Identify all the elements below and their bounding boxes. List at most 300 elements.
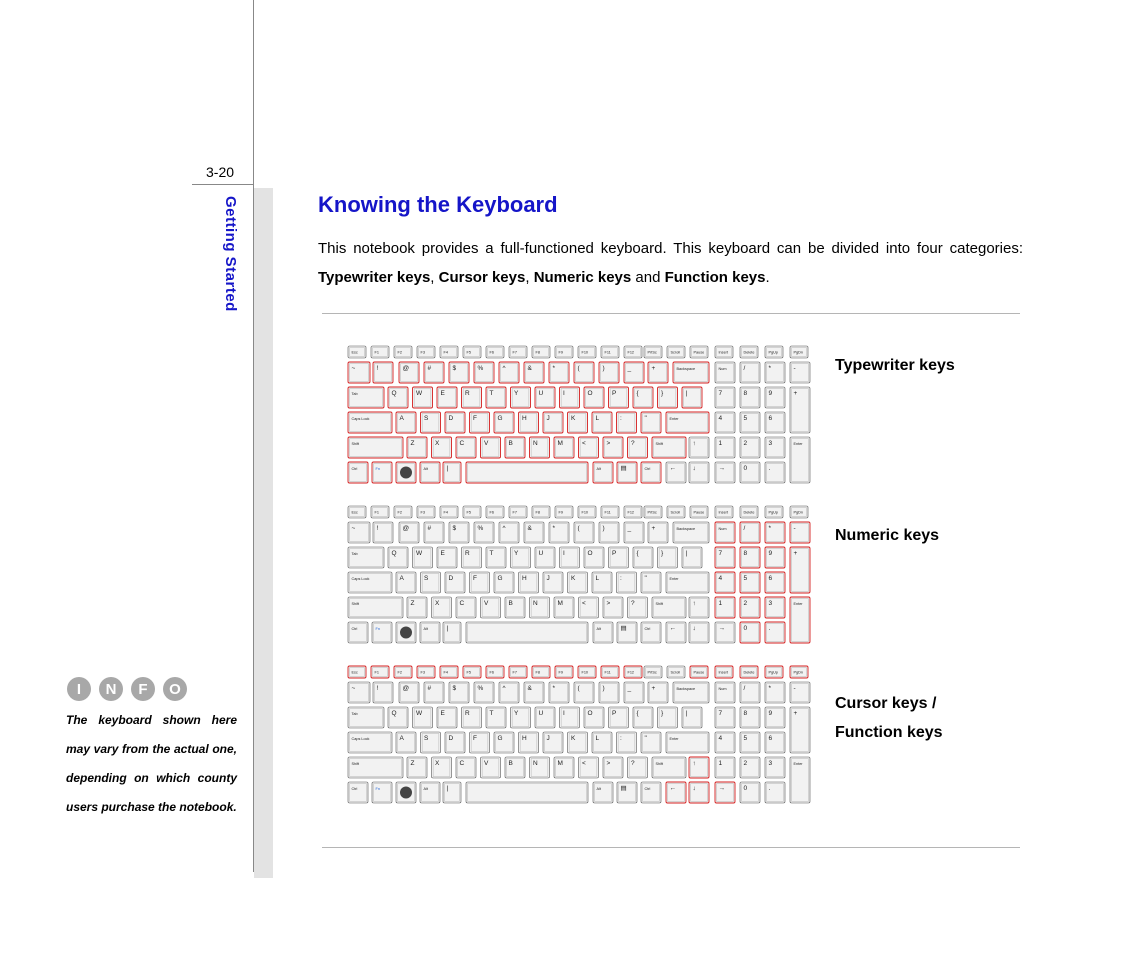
keyboard-key bbox=[715, 346, 733, 358]
keyboard-key bbox=[560, 707, 580, 728]
key-label: Backspace bbox=[676, 687, 696, 691]
keyboard-key bbox=[617, 462, 637, 483]
key-label: S bbox=[424, 735, 429, 742]
key-label: Enter bbox=[793, 442, 803, 446]
keyboard-key bbox=[463, 666, 481, 678]
key-label: # bbox=[427, 365, 432, 372]
keyboard-key bbox=[740, 757, 760, 778]
keyboard-key bbox=[673, 522, 709, 543]
key-label: / bbox=[743, 365, 746, 372]
key-label: Shift bbox=[351, 442, 360, 446]
key-label: B bbox=[508, 600, 513, 607]
key-label: ← bbox=[669, 625, 676, 632]
key-label: { bbox=[636, 390, 639, 397]
key-label: 6 bbox=[768, 575, 773, 582]
key-label: → bbox=[718, 785, 725, 792]
key-label: R bbox=[465, 550, 470, 557]
keyboard-key bbox=[584, 547, 604, 568]
key-label: ) bbox=[602, 525, 605, 532]
key-label: Tab bbox=[351, 712, 358, 716]
keyboard-key bbox=[470, 732, 490, 753]
key-label: | bbox=[446, 465, 449, 472]
key-label: A bbox=[399, 575, 404, 582]
key-label: N bbox=[533, 600, 538, 607]
keyboard-key bbox=[396, 462, 416, 483]
keyboard-key bbox=[417, 506, 435, 518]
keyboard-key bbox=[399, 522, 419, 543]
key-label: F2 bbox=[397, 670, 402, 675]
key-label: Fn bbox=[375, 467, 380, 471]
key-label: F2 bbox=[397, 510, 402, 515]
key-label: F11 bbox=[604, 350, 611, 355]
key-label: Insert bbox=[718, 670, 728, 675]
key-label: ( bbox=[577, 685, 580, 692]
side-gray-bar bbox=[254, 188, 273, 878]
keyboard-key bbox=[424, 682, 444, 703]
keyboard-key bbox=[554, 757, 574, 778]
key-label: F1 bbox=[374, 350, 379, 355]
key-label: C bbox=[459, 760, 465, 767]
keyboard-key bbox=[682, 387, 702, 408]
key-label: ( bbox=[577, 365, 580, 372]
key-label: * bbox=[552, 685, 556, 692]
key-label: Insert bbox=[718, 510, 728, 515]
keyboard-key bbox=[740, 506, 758, 518]
key-label: * bbox=[768, 685, 772, 692]
keyboard-key bbox=[715, 437, 735, 458]
keyboard-key bbox=[624, 506, 642, 518]
key-label: F3 bbox=[420, 510, 425, 515]
keyboard-key bbox=[509, 506, 527, 518]
keyboard-key bbox=[543, 572, 563, 593]
key-label: PgUp bbox=[768, 670, 778, 675]
keyboard-key bbox=[740, 362, 760, 383]
key-label: " bbox=[644, 575, 647, 582]
keyboard-key bbox=[666, 622, 686, 643]
key-label: 3 bbox=[768, 600, 773, 607]
keyboard-key bbox=[396, 622, 416, 643]
key-label: ↑ bbox=[692, 760, 696, 767]
keyboard-key bbox=[519, 572, 539, 593]
keyboard-key bbox=[388, 707, 408, 728]
key-label: A bbox=[399, 735, 404, 742]
keyboard-key bbox=[689, 437, 709, 458]
keyboard-key bbox=[440, 346, 458, 358]
key-label: PgUp bbox=[768, 510, 778, 515]
key-label: { bbox=[636, 710, 639, 717]
key-label: K bbox=[571, 735, 576, 742]
key-label: * bbox=[552, 525, 556, 532]
keyboard-key bbox=[644, 506, 662, 518]
keyboard-key bbox=[348, 412, 392, 433]
key-label: I bbox=[563, 390, 565, 397]
keyboard-key bbox=[499, 682, 519, 703]
keyboard-key bbox=[449, 362, 469, 383]
keyboard-key bbox=[511, 547, 531, 568]
keyboard-key bbox=[348, 707, 384, 728]
key-label: ▤ bbox=[620, 625, 627, 632]
keyboard-key bbox=[715, 462, 735, 483]
key-label: Tab bbox=[351, 552, 358, 556]
keyboard-key bbox=[348, 437, 403, 458]
keyboard-key bbox=[543, 732, 563, 753]
key-label: F2 bbox=[397, 350, 402, 355]
intro-end: . bbox=[765, 269, 770, 286]
keyboard-key bbox=[371, 666, 389, 678]
key-label: & bbox=[527, 685, 532, 692]
keyboard-key bbox=[494, 412, 514, 433]
key-label: > bbox=[606, 600, 611, 607]
key-label: M bbox=[557, 440, 563, 447]
windows-icon bbox=[400, 787, 412, 799]
keyboard-key bbox=[437, 387, 457, 408]
keyboard-key bbox=[348, 682, 370, 703]
keyboard-key bbox=[648, 682, 668, 703]
keyboard-key bbox=[424, 522, 444, 543]
keyboard-key bbox=[740, 572, 760, 593]
intro-paragraph bbox=[318, 234, 1023, 292]
keyboard-key bbox=[666, 462, 686, 483]
key-label: ~ bbox=[351, 525, 356, 532]
key-label: O bbox=[587, 550, 593, 557]
key-label: { bbox=[636, 550, 639, 557]
keyboard-key bbox=[765, 782, 785, 803]
key-label: Num bbox=[718, 367, 727, 371]
keyboard-key bbox=[584, 707, 604, 728]
keyboard-key bbox=[658, 387, 678, 408]
keyboard-key bbox=[413, 387, 433, 408]
key-label: I bbox=[563, 710, 565, 717]
key-label: _ bbox=[627, 685, 632, 692]
key-label: G bbox=[497, 735, 503, 742]
key-label: * bbox=[768, 365, 772, 372]
key-label: Pause bbox=[693, 510, 705, 515]
keyboard-key bbox=[609, 387, 629, 408]
key-label: $ bbox=[452, 365, 457, 372]
keyboard-key bbox=[486, 547, 506, 568]
keyboard-key bbox=[413, 547, 433, 568]
keyboard-key bbox=[765, 622, 785, 643]
key-label: F12 bbox=[627, 350, 635, 355]
key-label: PrtSc bbox=[647, 670, 657, 675]
key-label: Ctrl bbox=[351, 787, 358, 791]
key-label: < bbox=[582, 600, 586, 607]
keyboard-key bbox=[641, 412, 661, 433]
key-label: Alt bbox=[596, 787, 601, 791]
key-label: V bbox=[484, 760, 489, 767]
keyboard-key bbox=[667, 506, 685, 518]
key-label: P bbox=[612, 550, 617, 557]
key-label: ← bbox=[669, 465, 676, 472]
key-bevel bbox=[468, 784, 587, 802]
label-line: Typewriter keys bbox=[835, 357, 955, 374]
keyboard-key bbox=[373, 362, 393, 383]
info-logo-letter: O bbox=[169, 681, 181, 698]
key-label: F4 bbox=[443, 510, 448, 515]
key-label: F1 bbox=[374, 670, 379, 675]
keyboard-key bbox=[790, 362, 810, 383]
keyboard-key bbox=[790, 707, 810, 753]
keyboard-key bbox=[689, 462, 709, 483]
key-label: H bbox=[522, 575, 527, 582]
keyboard-key bbox=[579, 757, 599, 778]
keyboard-key bbox=[593, 462, 613, 483]
keyboard-key bbox=[648, 362, 668, 383]
key-label: I bbox=[563, 550, 565, 557]
term-typewriter: Typewriter keys bbox=[318, 269, 431, 286]
keyboard-key bbox=[494, 732, 514, 753]
keyboard-key bbox=[641, 462, 661, 483]
keyboard-key bbox=[456, 757, 476, 778]
key-label: 1 bbox=[718, 600, 723, 607]
keyboard-key bbox=[440, 666, 458, 678]
keyboard-key bbox=[532, 346, 550, 358]
keyboard-key bbox=[554, 597, 574, 618]
key-label: Y bbox=[514, 390, 519, 397]
keyboard-key bbox=[765, 387, 785, 408]
key-label: Num bbox=[718, 687, 727, 691]
keyboard-key bbox=[715, 522, 735, 543]
keyboard-key bbox=[524, 362, 544, 383]
key-label: @ bbox=[402, 525, 410, 532]
keyboard-key bbox=[524, 682, 544, 703]
keyboard-key bbox=[682, 707, 702, 728]
key-label: Delete bbox=[743, 350, 755, 355]
key-label: U bbox=[538, 710, 544, 717]
key-label: Enter bbox=[793, 602, 803, 606]
keyboard-key bbox=[532, 666, 550, 678]
keyboard-key bbox=[628, 757, 648, 778]
keyboard-key bbox=[673, 362, 709, 383]
keyboard-key bbox=[740, 437, 760, 458]
keyboard-key bbox=[373, 682, 393, 703]
keyboard-key bbox=[628, 597, 648, 618]
keyboard-key bbox=[348, 572, 392, 593]
key-label: F9 bbox=[558, 350, 563, 355]
key-label: + bbox=[793, 390, 798, 397]
page-number-rule bbox=[192, 184, 253, 185]
keyboard-key bbox=[790, 506, 808, 518]
key-label: M bbox=[557, 760, 563, 767]
key-label: 9 bbox=[768, 390, 773, 397]
key-label: G bbox=[497, 575, 503, 582]
key-label: S bbox=[424, 415, 429, 422]
key-label: Enter bbox=[669, 577, 679, 581]
keyboard-key bbox=[505, 437, 525, 458]
key-label: 8 bbox=[743, 710, 748, 717]
keyboard-key bbox=[420, 782, 440, 803]
key-label: F6 bbox=[489, 510, 494, 515]
keyboard-key bbox=[599, 362, 619, 383]
keyboard-key bbox=[578, 506, 596, 518]
key-label: Esc bbox=[351, 670, 358, 675]
key-label: Caps Lock bbox=[351, 577, 370, 581]
key-label: F5 bbox=[466, 350, 471, 355]
key-label: F8 bbox=[535, 510, 540, 515]
key-label: Alt bbox=[596, 467, 601, 471]
key-label: F bbox=[473, 735, 477, 742]
key-label: F9 bbox=[558, 510, 563, 515]
info-logo-letter: I bbox=[76, 681, 82, 698]
key-label: L bbox=[595, 735, 600, 742]
key-label: Esc bbox=[351, 350, 358, 355]
keyboard-key bbox=[644, 666, 662, 678]
key-label: Backspace bbox=[676, 527, 696, 531]
key-label: F11 bbox=[604, 510, 611, 515]
keyboard-key bbox=[579, 597, 599, 618]
keyboard-key bbox=[624, 346, 642, 358]
key-label: Z bbox=[410, 440, 415, 447]
keyboard-key bbox=[689, 757, 709, 778]
keyboard-key bbox=[509, 346, 527, 358]
key-label: . bbox=[768, 465, 771, 472]
keyboard-key bbox=[494, 572, 514, 593]
keyboard-key bbox=[462, 387, 482, 408]
key-label: ? bbox=[631, 440, 635, 447]
keyboard-key bbox=[555, 346, 573, 358]
key-label: _ bbox=[627, 525, 632, 532]
key-label: > bbox=[606, 760, 611, 767]
key-label: F7 bbox=[512, 510, 517, 515]
key-label: Shift bbox=[655, 762, 664, 766]
keyboard-key bbox=[790, 597, 810, 643]
key-label: - bbox=[793, 525, 796, 532]
intro-sep: , bbox=[430, 269, 439, 286]
keyboard-key bbox=[420, 462, 440, 483]
keyboard-key bbox=[790, 666, 808, 678]
keyboard-key bbox=[568, 572, 588, 593]
key-label: J bbox=[546, 735, 550, 742]
key-label: Q bbox=[391, 550, 397, 557]
key-label: ↓ bbox=[692, 465, 696, 472]
key-label: E bbox=[440, 710, 445, 717]
keyboard-key bbox=[466, 462, 588, 483]
key-label: T bbox=[489, 550, 494, 557]
keyboard-key bbox=[641, 572, 661, 593]
label-line: Cursor keys / bbox=[835, 695, 937, 712]
keyboard-key bbox=[511, 387, 531, 408]
keyboard-key bbox=[592, 732, 612, 753]
key-label: X bbox=[435, 760, 440, 767]
key-label: F4 bbox=[443, 670, 448, 675]
keyboard-key bbox=[715, 707, 735, 728]
keyboard-key bbox=[667, 346, 685, 358]
keyboard-key bbox=[603, 597, 623, 618]
key-label: 0 bbox=[743, 785, 748, 792]
keyboard-key bbox=[641, 622, 661, 643]
key-label: ) bbox=[602, 685, 605, 692]
key-label: Fn bbox=[375, 787, 380, 791]
key-label: / bbox=[743, 525, 746, 532]
keyboard-key bbox=[530, 437, 550, 458]
keyboard-key bbox=[470, 572, 490, 593]
keyboard-key bbox=[432, 757, 452, 778]
term-cursor: Cursor keys bbox=[438, 269, 526, 286]
keyboard-key bbox=[667, 666, 685, 678]
keyboard-key bbox=[549, 522, 569, 543]
key-label: R bbox=[465, 390, 470, 397]
key-label: ↑ bbox=[692, 440, 696, 447]
key-label: Caps Lock bbox=[351, 737, 370, 741]
key-label: Z bbox=[410, 600, 415, 607]
keyboard-key bbox=[740, 412, 760, 433]
keyboard-key bbox=[463, 506, 481, 518]
key-label: < bbox=[582, 760, 586, 767]
key-label: Shift bbox=[351, 602, 360, 606]
keyboard-key bbox=[372, 622, 392, 643]
key-label: # bbox=[427, 685, 432, 692]
key-label: 1 bbox=[718, 440, 723, 447]
key-label: 4 bbox=[718, 735, 723, 742]
key-label: Q bbox=[391, 390, 397, 397]
key-label: _ bbox=[627, 365, 632, 372]
key-label: H bbox=[522, 415, 527, 422]
keyboard-key bbox=[740, 522, 760, 543]
keyboard-key bbox=[673, 682, 709, 703]
keyboard-label-numeric bbox=[835, 521, 939, 550]
key-label: 2 bbox=[743, 440, 748, 447]
keyboard-key bbox=[617, 782, 637, 803]
key-label: % bbox=[477, 685, 484, 692]
key-label: Alt bbox=[423, 787, 428, 791]
keyboard-key bbox=[535, 707, 555, 728]
key-label: 3 bbox=[768, 760, 773, 767]
key-label: ! bbox=[376, 365, 379, 372]
keyboard-key bbox=[443, 782, 461, 803]
keyboard-key bbox=[715, 622, 735, 643]
key-label: D bbox=[448, 575, 454, 582]
key-label: Pause bbox=[693, 670, 705, 675]
key-label: ▤ bbox=[620, 465, 627, 472]
key-label: - bbox=[793, 365, 796, 372]
keyboard-key bbox=[372, 782, 392, 803]
keyboard-key bbox=[690, 506, 708, 518]
key-label: D bbox=[448, 415, 454, 422]
key-label: ↑ bbox=[692, 600, 696, 607]
keyboard-key bbox=[601, 666, 619, 678]
key-label: ^ bbox=[502, 365, 506, 372]
key-label: PgDn bbox=[793, 350, 803, 355]
keyboard-key bbox=[617, 412, 637, 433]
key-label: Alt bbox=[423, 627, 428, 631]
keyboard-key bbox=[532, 506, 550, 518]
key-label: Enter bbox=[793, 762, 803, 766]
key-label: W bbox=[416, 710, 423, 717]
keyboard-key bbox=[584, 387, 604, 408]
keyboard-key bbox=[574, 522, 594, 543]
key-label: K bbox=[571, 575, 576, 582]
keyboard-key bbox=[666, 572, 709, 593]
key-label: Ctrl bbox=[644, 627, 651, 631]
keyboard-key bbox=[396, 732, 416, 753]
keyboard-key bbox=[715, 666, 733, 678]
keyboard-key bbox=[609, 547, 629, 568]
keyboard-key bbox=[617, 622, 637, 643]
keyboard-key bbox=[440, 506, 458, 518]
key-label: 5 bbox=[743, 735, 748, 742]
key-label: C bbox=[459, 600, 465, 607]
key-label: | bbox=[685, 550, 688, 557]
keyboard-key bbox=[432, 437, 452, 458]
key-label: Enter bbox=[669, 417, 679, 421]
keyboard-key bbox=[624, 522, 644, 543]
key-label: G bbox=[497, 415, 503, 422]
key-label: J bbox=[546, 415, 550, 422]
keyboard-key bbox=[486, 346, 504, 358]
key-label: ↓ bbox=[692, 785, 696, 792]
keyboard-key bbox=[466, 622, 588, 643]
key-label: H bbox=[522, 735, 527, 742]
